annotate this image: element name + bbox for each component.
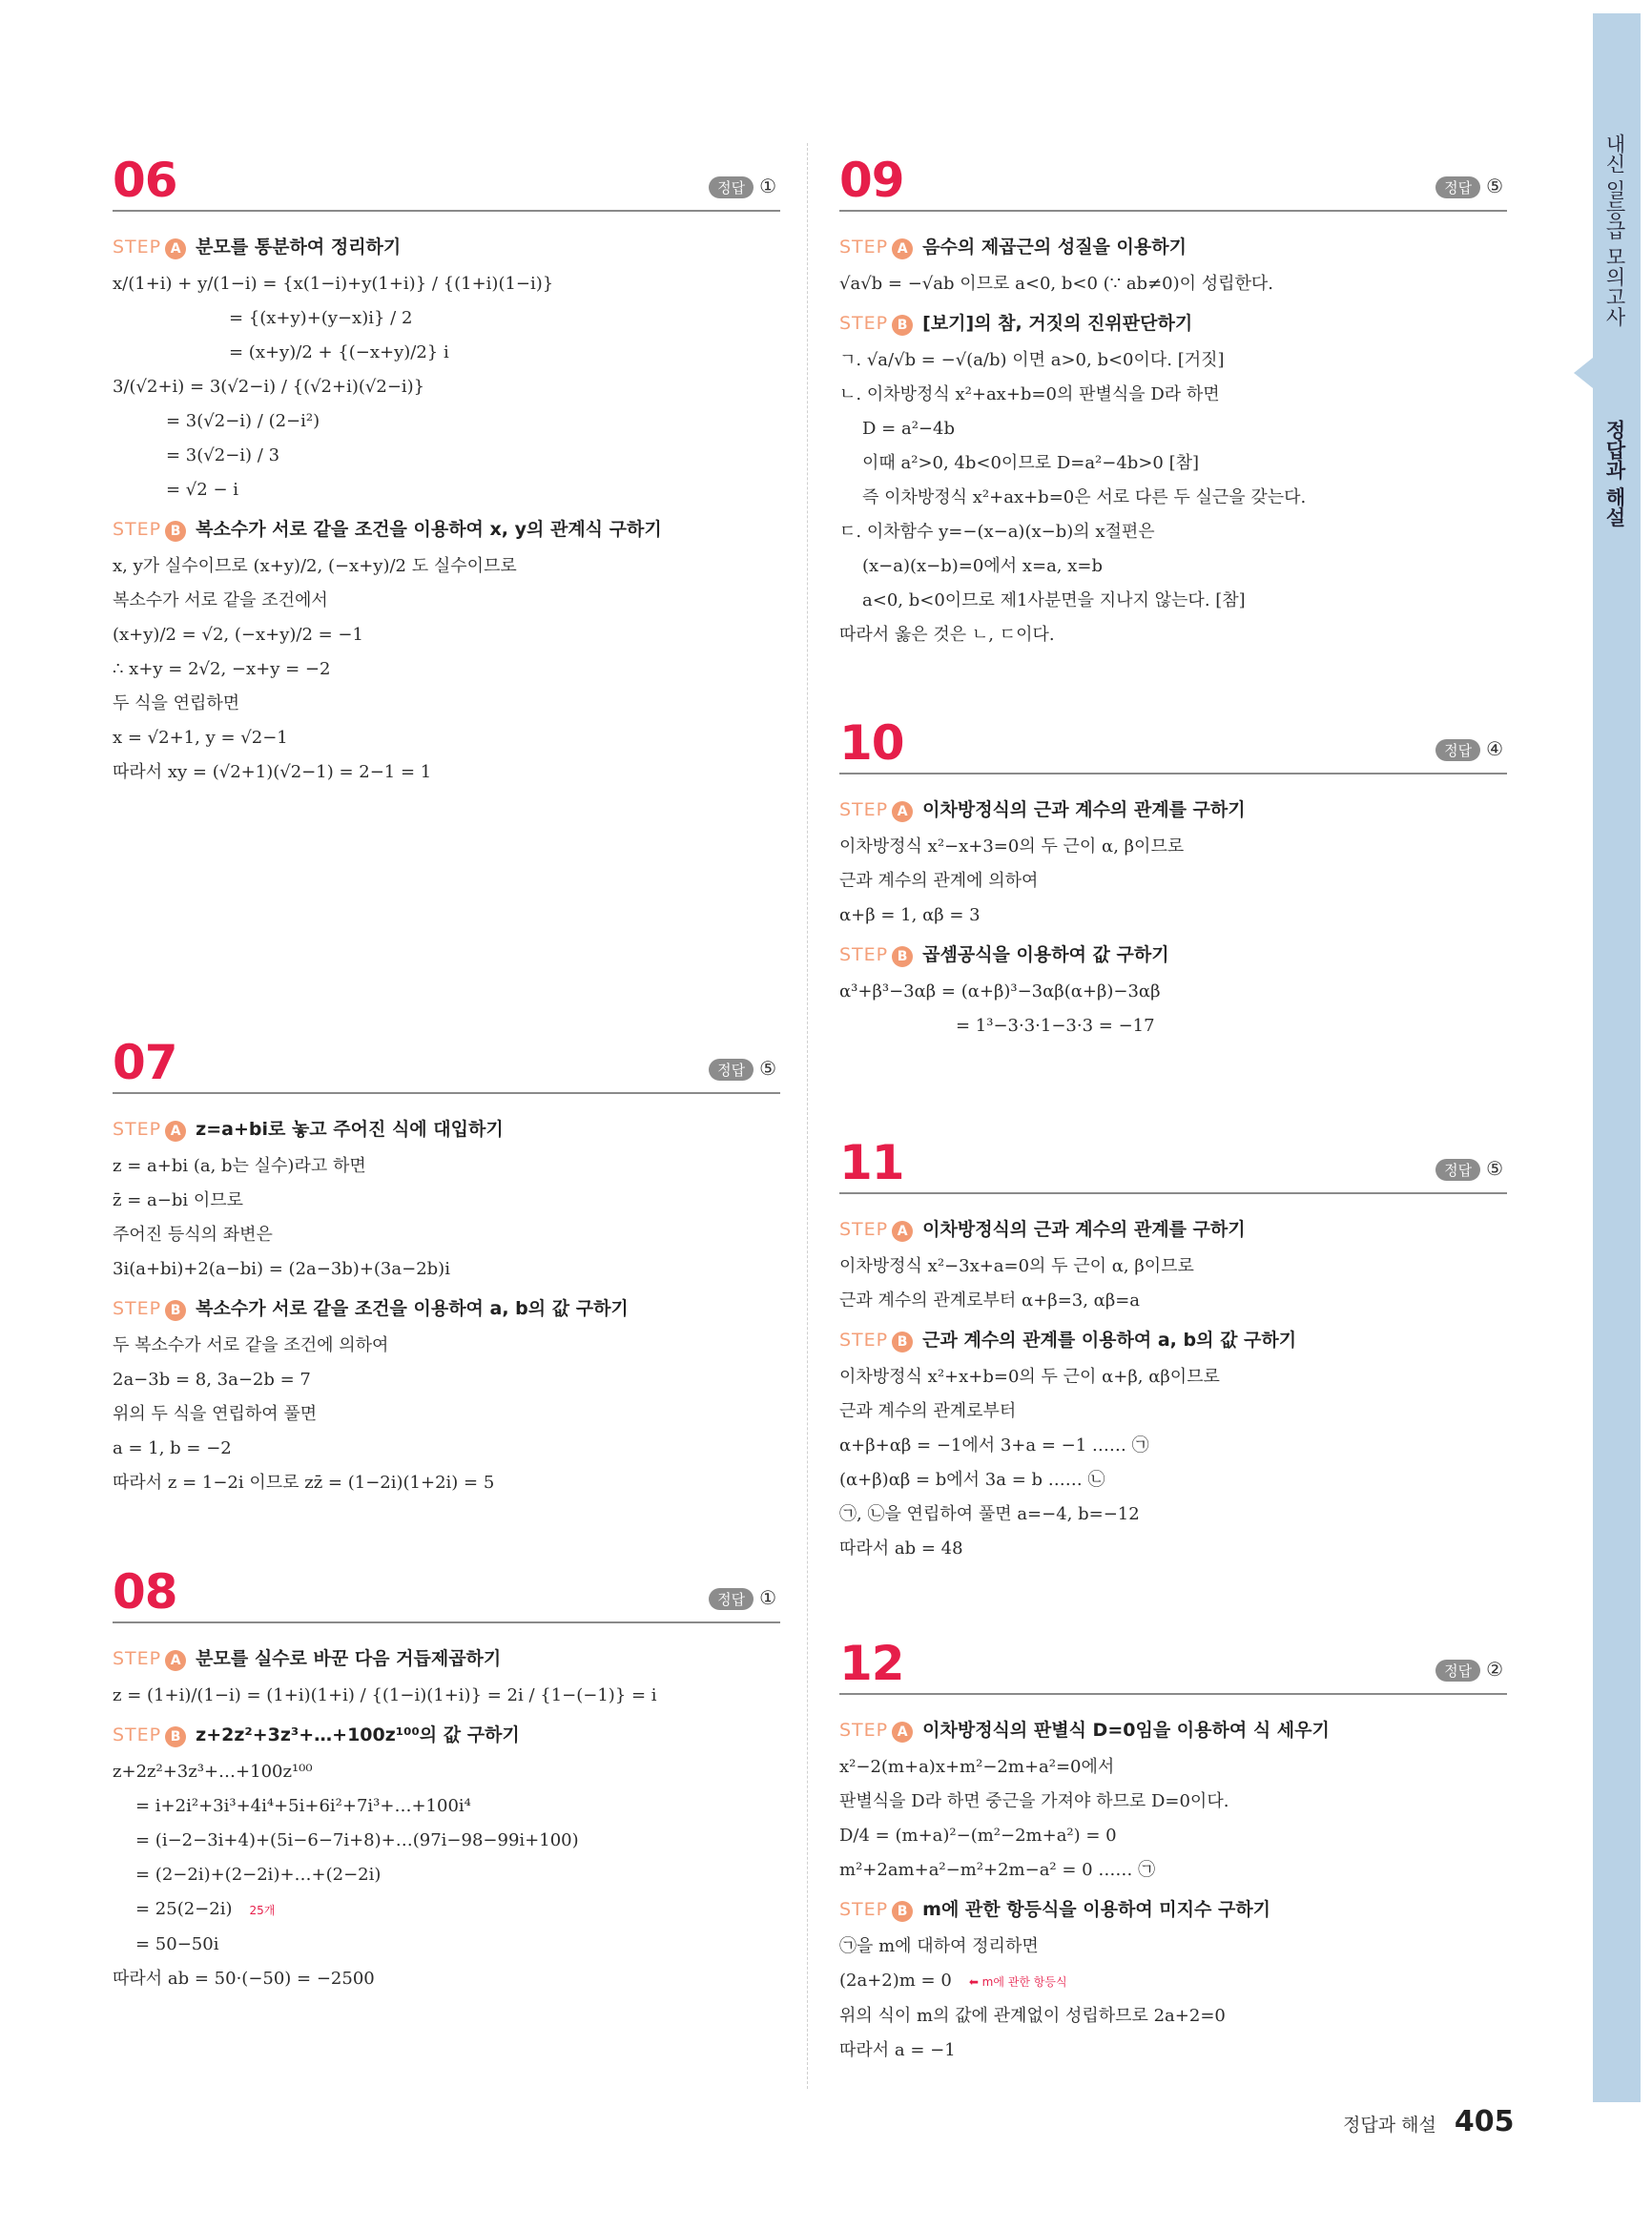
answer-value: ② — [1486, 1658, 1503, 1681]
solution-body — [113, 212, 780, 790]
step-heading — [839, 1215, 1507, 1242]
step-heading — [113, 1721, 780, 1747]
problem-number: 08 — [113, 1564, 177, 1620]
side-tab — [1593, 13, 1641, 2102]
line-text: (α+β)αβ = b에서 3a = b …… ㉡ — [839, 1470, 1105, 1490]
line-text: m²+2am+a²−m²+2m−a² = 0 …… ㉠ — [839, 1860, 1156, 1880]
solution-line — [113, 549, 780, 584]
line-text: 2a−3b = 8, 3a−2b = 7 — [113, 1370, 311, 1390]
solution-line — [839, 1429, 1507, 1463]
problem-09 — [839, 143, 1507, 652]
line-text: 3i(a+bi)+2(a−bi) = (2a−3b)+(3a−2b)i — [113, 1259, 450, 1279]
answer-box — [1435, 175, 1503, 198]
line-text: 이때 a²>0, 4b<0이므로 D=a²−4b>0 [참] — [862, 453, 1200, 473]
answer-value: ① — [759, 175, 776, 197]
solution-line — [113, 1962, 780, 1996]
solution-line — [113, 1892, 780, 1928]
solution-line — [839, 1394, 1507, 1429]
step-letter: A — [892, 238, 913, 259]
line-text: z = a+bi (a, b는 실수)라고 하면 — [113, 1156, 366, 1176]
step-letter: A — [165, 1650, 186, 1671]
solution-body — [839, 212, 1507, 652]
line-text: = 3(√2−i) / 3 — [166, 445, 280, 465]
solution-body — [839, 774, 1507, 1043]
step-tag: STEP — [839, 237, 889, 258]
line-text: z̄ = a−bi 이므로 — [113, 1190, 243, 1210]
column-divider — [807, 143, 808, 2089]
line-text: 근과 계수의 관계로부터 α+β=3, αβ=a — [839, 1291, 1141, 1311]
step-letter: B — [892, 1901, 913, 1922]
answer-box — [709, 175, 776, 198]
solution-line — [839, 1360, 1507, 1394]
answer-box — [709, 1057, 776, 1081]
page-number: 405 — [1454, 2105, 1515, 2138]
step-tag: STEP — [839, 1219, 889, 1240]
solution-line — [113, 1252, 780, 1287]
solution-line — [839, 975, 1507, 1009]
line-text: ㄱ. √a/√b = −√(a/b) 이면 a>0, b<0이다. [거짓] — [839, 350, 1225, 370]
step-title: 이차방정식의 판별식 D=0임을 이용하여 식 세우기 — [922, 1720, 1330, 1741]
answer-box — [1435, 1157, 1503, 1181]
step-tag: STEP — [113, 1298, 162, 1319]
line-text: a<0, b<0이므로 제1사분면을 지나지 않는다. [참] — [862, 590, 1246, 610]
solution-line — [839, 1532, 1507, 1566]
line-text: 이차방정식 x²+x+b=0의 두 근이 α+β, αβ이므로 — [839, 1367, 1220, 1387]
solution-line — [839, 378, 1507, 412]
solution-line — [113, 1755, 780, 1789]
line-text: ㄷ. 이차함수 y=−(x−a)(x−b)의 x절편은 — [839, 522, 1155, 542]
solution-line — [839, 267, 1507, 301]
line-text: = (i−2−3i+4)+(5i−6−7i+8)+…(97i−98−99i+100) — [135, 1830, 579, 1850]
footer-label: 정답과 해설 — [1343, 2115, 1436, 2136]
step-tag: STEP — [113, 1648, 162, 1669]
line-text: (2a+2)m = 0 — [839, 1971, 952, 1991]
step-tag: STEP — [113, 519, 162, 540]
step-title: 복소수가 서로 같을 조건을 이용하여 x, y의 관계식 구하기 — [196, 519, 662, 540]
solution-body — [113, 1094, 780, 1500]
solution-line — [839, 515, 1507, 549]
step-title: 분모를 실수로 바꾼 다음 거듭제곱하기 — [196, 1648, 502, 1669]
line-text: = √2 − i — [166, 480, 239, 500]
solution-line — [839, 2034, 1507, 2068]
step-heading — [839, 233, 1507, 259]
line-text: 따라서 xy = (√2+1)(√2−1) = 2−1 = 1 — [113, 762, 432, 782]
line-text: 따라서 ab = 50·(−50) = −2500 — [113, 1969, 375, 1989]
solution-line — [839, 1009, 1507, 1043]
answer-label: 정답 — [709, 1588, 754, 1610]
answer-label: 정답 — [1435, 739, 1480, 761]
problem-header — [839, 1125, 1507, 1194]
solution-line — [839, 1999, 1507, 2034]
step-letter: A — [165, 1121, 186, 1142]
step-heading — [113, 1115, 780, 1142]
line-text: ∴ x+y = 2√2, −x+y = −2 — [113, 659, 331, 679]
line-text: z+2z²+3z³+…+100z¹⁰⁰ — [113, 1762, 313, 1782]
step-title: m에 관한 항등식을 이용하여 미지수 구하기 — [922, 1899, 1271, 1920]
step-tag: STEP — [839, 799, 889, 820]
step-letter: B — [165, 1300, 186, 1321]
line-text: x = √2+1, y = √2−1 — [113, 728, 288, 748]
step-tag: STEP — [839, 1720, 889, 1741]
answer-value: ⑤ — [1486, 175, 1503, 197]
problem-header — [839, 706, 1507, 774]
answer-box — [1435, 737, 1503, 761]
problem-12 — [839, 1626, 1507, 2068]
problem-header — [839, 143, 1507, 212]
solution-line — [113, 1397, 780, 1432]
line-text: 따라서 ab = 48 — [839, 1538, 963, 1559]
line-text: 이차방정식 x²−x+3=0의 두 근이 α, β이므로 — [839, 836, 1185, 857]
step-heading — [113, 233, 780, 259]
solution-line — [113, 652, 780, 687]
step-title: z=a+bi로 놓고 주어진 식에 대입하기 — [196, 1119, 504, 1140]
line-text: (x+y)/2 = √2, (−x+y)/2 = −1 — [113, 625, 363, 645]
line-text: = {(x+y)+(y−x)i} / 2 — [229, 308, 413, 328]
line-text: α+β = 1, αβ = 3 — [839, 905, 981, 925]
line-text: α³+β³−3αβ = (α+β)³−3αβ(α+β)−3αβ — [839, 981, 1161, 1001]
problem-07 — [113, 1025, 780, 1500]
solution-line — [113, 1928, 780, 1962]
answer-box — [1435, 1658, 1503, 1682]
line-text: 따라서 옳은 것은 ㄴ, ㄷ이다. — [839, 625, 1055, 645]
solution-line — [839, 1463, 1507, 1497]
line-text: ㉠을 m에 대하여 정리하면 — [839, 1936, 1039, 1956]
solution-line — [113, 1679, 780, 1713]
side-tab-pointer — [1574, 358, 1593, 388]
answer-label: 정답 — [709, 1059, 754, 1081]
solution-line — [113, 1824, 780, 1858]
problem-header — [839, 1626, 1507, 1695]
solution-line — [113, 584, 780, 618]
solution-line — [113, 1858, 780, 1892]
line-text: 근과 계수의 관계에 의하여 — [839, 871, 1039, 891]
side-tab-title: 내신 일등급 모의고사 — [1603, 134, 1626, 327]
line-text: = (x+y)/2 + {(−x+y)/2} i — [229, 342, 449, 362]
problem-11 — [839, 1125, 1507, 1566]
line-text: = 1³−3·3·1−3·3 = −17 — [956, 1016, 1155, 1036]
line-text: D = a²−4b — [862, 419, 955, 439]
step-tag: STEP — [839, 1899, 889, 1920]
problem-number: 09 — [839, 153, 904, 208]
step-letter: B — [165, 521, 186, 542]
step-letter: A — [892, 1221, 913, 1242]
line-text: ㉠, ㉡을 연립하여 풀면 a=−4, b=−12 — [839, 1504, 1140, 1524]
problem-number: 07 — [113, 1035, 177, 1090]
solution-line — [839, 898, 1507, 933]
answer-value: ① — [759, 1586, 776, 1609]
step-letter: B — [892, 946, 913, 967]
solution-line — [839, 1249, 1507, 1284]
answer-value: ⑤ — [759, 1057, 776, 1080]
step-heading — [113, 1294, 780, 1321]
solution-line — [113, 301, 780, 336]
answer-box — [709, 1586, 776, 1610]
problem-10 — [839, 706, 1507, 1043]
solution-line — [113, 1184, 780, 1218]
step-letter: B — [892, 1332, 913, 1352]
solution-line — [113, 1789, 780, 1824]
line-text: 두 식을 연립하면 — [113, 693, 240, 713]
step-title: 복소수가 서로 같을 조건을 이용하여 a, b의 값 구하기 — [196, 1298, 629, 1319]
line-text: D/4 = (m+a)²−(m²−2m+a²) = 0 — [839, 1826, 1117, 1846]
answer-label: 정답 — [1435, 1660, 1480, 1682]
line-text: 주어진 등식의 좌변은 — [113, 1225, 273, 1245]
problem-06 — [113, 143, 780, 790]
step-heading — [839, 1326, 1507, 1352]
solution-line — [839, 1930, 1507, 1964]
step-title: 근과 계수의 관계를 이용하여 a, b의 값 구하기 — [922, 1330, 1297, 1351]
step-heading — [839, 309, 1507, 336]
step-letter: A — [892, 1722, 913, 1743]
step-letter: A — [892, 801, 913, 822]
solution-line — [839, 584, 1507, 618]
line-text: 판별식을 D라 하면 중근을 가져야 하므로 D=0이다. — [839, 1791, 1229, 1811]
problem-number: 11 — [839, 1135, 904, 1190]
line-text: x/(1+i) + y/(1−i) = {x(1−i)+y(1+i)} / {(1+i)(1−i)} — [113, 274, 554, 294]
line-text: 3/(√2+i) = 3(√2−i) / {(√2+i)(√2−i)} — [113, 377, 425, 397]
step-letter: B — [165, 1726, 186, 1747]
solution-line — [113, 267, 780, 301]
step-tag: STEP — [839, 1330, 889, 1351]
solution-line — [839, 412, 1507, 446]
solution-body — [839, 1695, 1507, 2068]
solution-line — [113, 1329, 780, 1363]
step-title: [보기]의 참, 거짓의 진위판단하기 — [922, 313, 1193, 334]
solution-line — [839, 1750, 1507, 1785]
line-text: = (2−2i)+(2−2i)+…+(2−2i) — [135, 1865, 382, 1885]
line-text: 복소수가 서로 같을 조건에서 — [113, 590, 328, 610]
step-letter: B — [892, 315, 913, 336]
solution-body — [113, 1623, 780, 1996]
solution-line — [113, 473, 780, 507]
solution-line — [113, 721, 780, 755]
solution-line — [839, 830, 1507, 864]
side-tab-section: 정답과 해설 — [1603, 420, 1626, 527]
solution-line — [113, 1363, 780, 1397]
step-title: 이차방정식의 근과 계수의 관계를 구하기 — [922, 1219, 1246, 1240]
step-heading — [839, 795, 1507, 822]
solution-line — [839, 446, 1507, 481]
solution-line — [113, 1432, 780, 1466]
line-text: 따라서 a = −1 — [839, 2040, 956, 2060]
line-text: 이차방정식 x²−3x+a=0의 두 근이 α, β이므로 — [839, 1256, 1194, 1276]
line-note: ⬅ m에 관한 항등식 — [968, 1975, 1067, 1989]
step-tag: STEP — [839, 944, 889, 965]
line-text: = 50−50i — [135, 1934, 219, 1954]
solution-line — [113, 439, 780, 473]
answer-label: 정답 — [1435, 1159, 1480, 1181]
solution-line — [839, 1497, 1507, 1532]
line-text: = i+2i²+3i³+4i⁴+5i+6i²+7i³+…+100i⁴ — [135, 1796, 471, 1816]
problem-number: 06 — [113, 153, 177, 208]
line-text: = 25(2−2i) — [135, 1899, 233, 1919]
solution-line — [113, 755, 780, 790]
line-text: 위의 식이 m의 값에 관계없이 성립하므로 2a+2=0 — [839, 2006, 1226, 2026]
line-text: ㄴ. 이차방정식 x²+ax+b=0의 판별식을 D라 하면 — [839, 384, 1220, 404]
line-text: x, y가 실수이므로 (x+y)/2, (−x+y)/2 도 실수이므로 — [113, 556, 517, 576]
solution-line — [113, 687, 780, 721]
solution-line — [113, 1466, 780, 1500]
answer-value: ⑤ — [1486, 1157, 1503, 1180]
line-text: a = 1, b = −2 — [113, 1438, 232, 1458]
line-text: 즉 이차방정식 x²+ax+b=0은 서로 다른 두 실근을 갖는다. — [862, 487, 1307, 507]
solution-line — [839, 549, 1507, 584]
solution-line — [113, 370, 780, 404]
step-heading — [113, 515, 780, 542]
step-letter: A — [165, 238, 186, 259]
page-footer — [1343, 2105, 1515, 2138]
step-title: 곱셈공식을 이용하여 값 구하기 — [922, 944, 1169, 965]
step-title: 분모를 통분하여 정리하기 — [196, 237, 402, 258]
answer-value: ④ — [1486, 737, 1503, 760]
step-title: z+2z²+3z³+…+100z¹⁰⁰의 값 구하기 — [196, 1724, 520, 1745]
solution-line — [839, 1964, 1507, 1999]
problem-number: 12 — [839, 1636, 904, 1691]
solution-line — [839, 1819, 1507, 1853]
line-text: 위의 두 식을 연립하여 풀면 — [113, 1404, 318, 1424]
step-tag: STEP — [839, 313, 889, 334]
solution-line — [113, 336, 780, 370]
problem-08 — [113, 1555, 780, 1996]
step-title: 이차방정식의 근과 계수의 관계를 구하기 — [922, 799, 1246, 820]
step-heading — [839, 1895, 1507, 1922]
solution-line — [113, 1149, 780, 1184]
step-heading — [113, 1644, 780, 1671]
problem-header — [113, 143, 780, 212]
step-heading — [839, 940, 1507, 967]
line-text: = 3(√2−i) / (2−i²) — [166, 411, 320, 431]
solution-body — [839, 1194, 1507, 1566]
problem-header — [113, 1555, 780, 1623]
problem-header — [113, 1025, 780, 1094]
line-text: (x−a)(x−b)=0에서 x=a, x=b — [862, 556, 1104, 576]
solution-line — [839, 343, 1507, 378]
solution-line — [839, 1785, 1507, 1819]
line-text: z = (1+i)/(1−i) = (1+i)(1+i) / {(1−i)(1+i)} = 2i / {1−(−1)} = i — [113, 1685, 657, 1705]
solution-line — [839, 481, 1507, 515]
step-heading — [839, 1716, 1507, 1743]
line-note: 25개 — [249, 1904, 276, 1917]
step-tag: STEP — [113, 1724, 162, 1745]
solution-line — [113, 618, 780, 652]
solution-line — [839, 1284, 1507, 1318]
line-text: 두 복소수가 서로 같을 조건에 의하여 — [113, 1335, 389, 1355]
step-tag: STEP — [113, 1119, 162, 1140]
line-text: x²−2(m+a)x+m²−2m+a²=0에서 — [839, 1757, 1115, 1777]
solution-line — [839, 618, 1507, 652]
line-text: α+β+αβ = −1에서 3+a = −1 …… ㉠ — [839, 1435, 1149, 1456]
solution-line — [113, 1218, 780, 1252]
step-title: 음수의 제곱근의 성질을 이용하기 — [922, 237, 1187, 258]
line-text: 근과 계수의 관계로부터 — [839, 1401, 1017, 1421]
line-text: 따라서 z = 1−2i 이므로 zz̄ = (1−2i)(1+2i) = 5 — [113, 1473, 495, 1493]
step-tag: STEP — [113, 237, 162, 258]
solution-line — [839, 864, 1507, 898]
solution-line — [113, 404, 780, 439]
line-text: √a√b = −√ab 이므로 a<0, b<0 (∵ ab≠0)이 성립한다. — [839, 274, 1274, 294]
solution-line — [839, 1853, 1507, 1888]
problem-number: 10 — [839, 715, 904, 771]
answer-label: 정답 — [1435, 176, 1480, 198]
answer-label: 정답 — [709, 176, 754, 198]
